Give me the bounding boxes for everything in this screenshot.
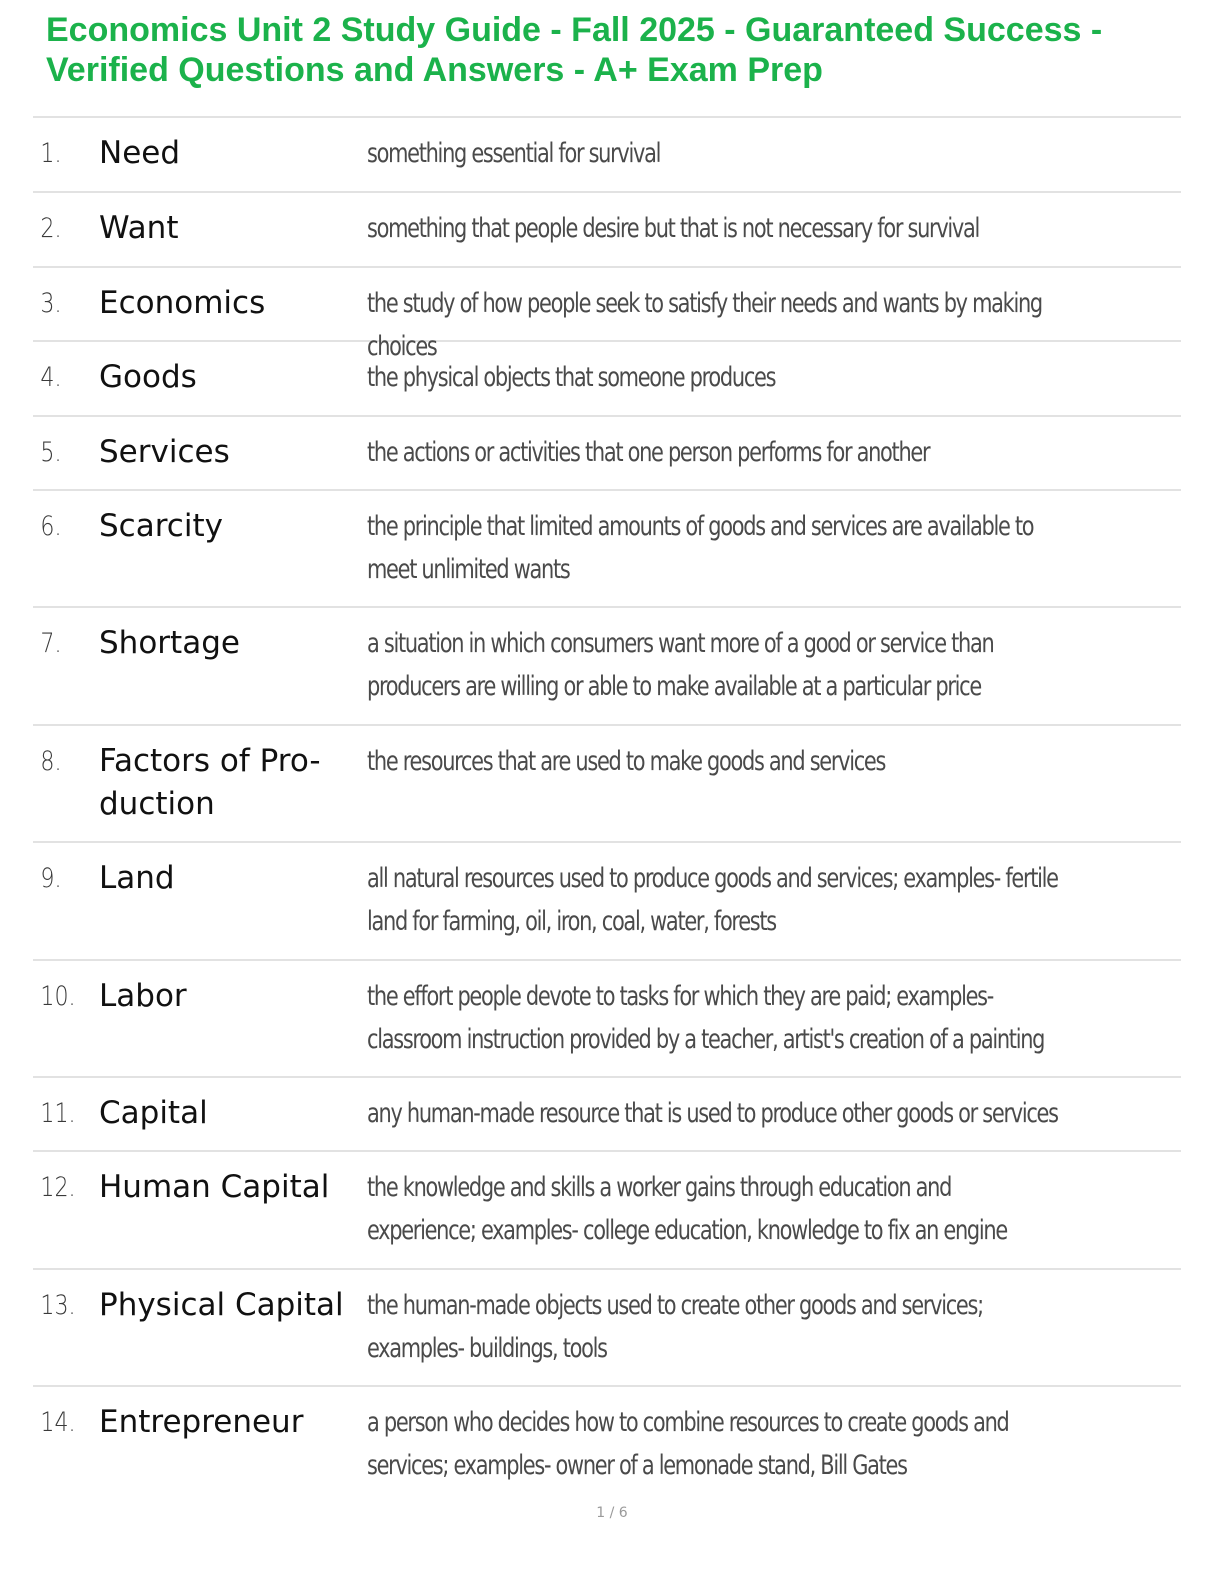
term-row [33,1152,1181,1270]
term-number: 4. [40,362,62,393]
term-number: 14. [40,1407,76,1438]
term-row [33,961,1181,1078]
term-definition: the physical objects that someone produces [367,362,776,393]
term-number: 5. [40,437,62,468]
term-definition: the knowledge and skills a worker gains through education and experience; examples- college education, knowledge to fix an engine [367,1172,1007,1246]
term-word: Physical Capital [99,1287,344,1323]
term-definition: all natural resources used to produce goods and services; examples- fertile land for farming, oil, iron, coal, water, forests [367,863,1058,937]
term-number: 6. [40,511,62,542]
term-definition: the effort people devote to tasks for which they are paid; examples-classroom instruction provided by a teacher, artist's creation of a painting [367,981,1045,1055]
term-row [33,491,1181,608]
term-word: Shortage [99,625,240,661]
document-title: Economics Unit 2 Study Guide - Fall 2025 - Guaranteed Success - Verified Questions and Answers - A+ Exam Prep [46,11,1103,89]
term-word: Factors of Pro-duction [99,743,321,822]
term-row [33,342,1181,417]
term-number: 8. [40,746,62,777]
term-number: 7. [40,628,62,659]
term-number: 9. [40,863,62,894]
term-definition: something that people desire but that is not necessary for survival [367,213,979,244]
term-number: 11. [40,1098,76,1129]
term-row [33,1270,1181,1387]
terms-list [33,116,1181,1497]
term-word: Scarcity [99,508,223,544]
term-definition: the study of how people seek to satisfy their needs and wants by making choices [367,288,1042,362]
term-definition: the resources that are used to make goods and services [367,746,886,777]
term-word: Need [99,135,181,171]
term-row [33,726,1181,843]
term-number: 3. [40,288,62,319]
term-row [33,1387,1181,1497]
term-definition: the actions or activities that one person performs for another [367,437,930,468]
term-row [33,843,1181,961]
term-definition: the human-made objects used to create other goods and services; examples- buildings, tools [367,1290,983,1364]
term-word: Entrepreneur [99,1404,304,1440]
term-word: Land [99,860,175,896]
term-word: Goods [99,359,197,395]
term-row [33,193,1181,268]
term-definition: a person who decides how to combine resources to create goods and services; examples- owner of a lemonade stand, Bill Gates [367,1407,1009,1481]
term-number: 13. [40,1290,76,1321]
term-word: Services [99,434,230,470]
term-word: Human Capital [99,1169,330,1205]
term-row [33,417,1181,491]
term-definition: the principle that limited amounts of goods and services are available to meet unlimited wants [367,511,1034,585]
term-definition: any human-made resource that is used to produce other goods or services [367,1098,1058,1129]
term-word: Economics [99,285,266,321]
term-word: Labor [99,978,187,1014]
term-number: 10. [40,981,76,1012]
term-row [33,118,1181,193]
term-number: 1. [40,138,62,169]
term-row [33,608,1181,726]
term-word: Want [99,210,179,246]
page-number: 1 / 6 [596,1505,628,1521]
term-row [33,1078,1181,1152]
term-definition: a situation in which consumers want more of a good or service than producers are willing or able to make available at a particular price [367,628,994,702]
term-definition: something essential for survival [367,138,661,169]
term-number: 12. [40,1172,76,1203]
term-row [33,268,1181,362]
term-number: 2. [40,213,62,244]
term-word: Capital [99,1095,208,1131]
